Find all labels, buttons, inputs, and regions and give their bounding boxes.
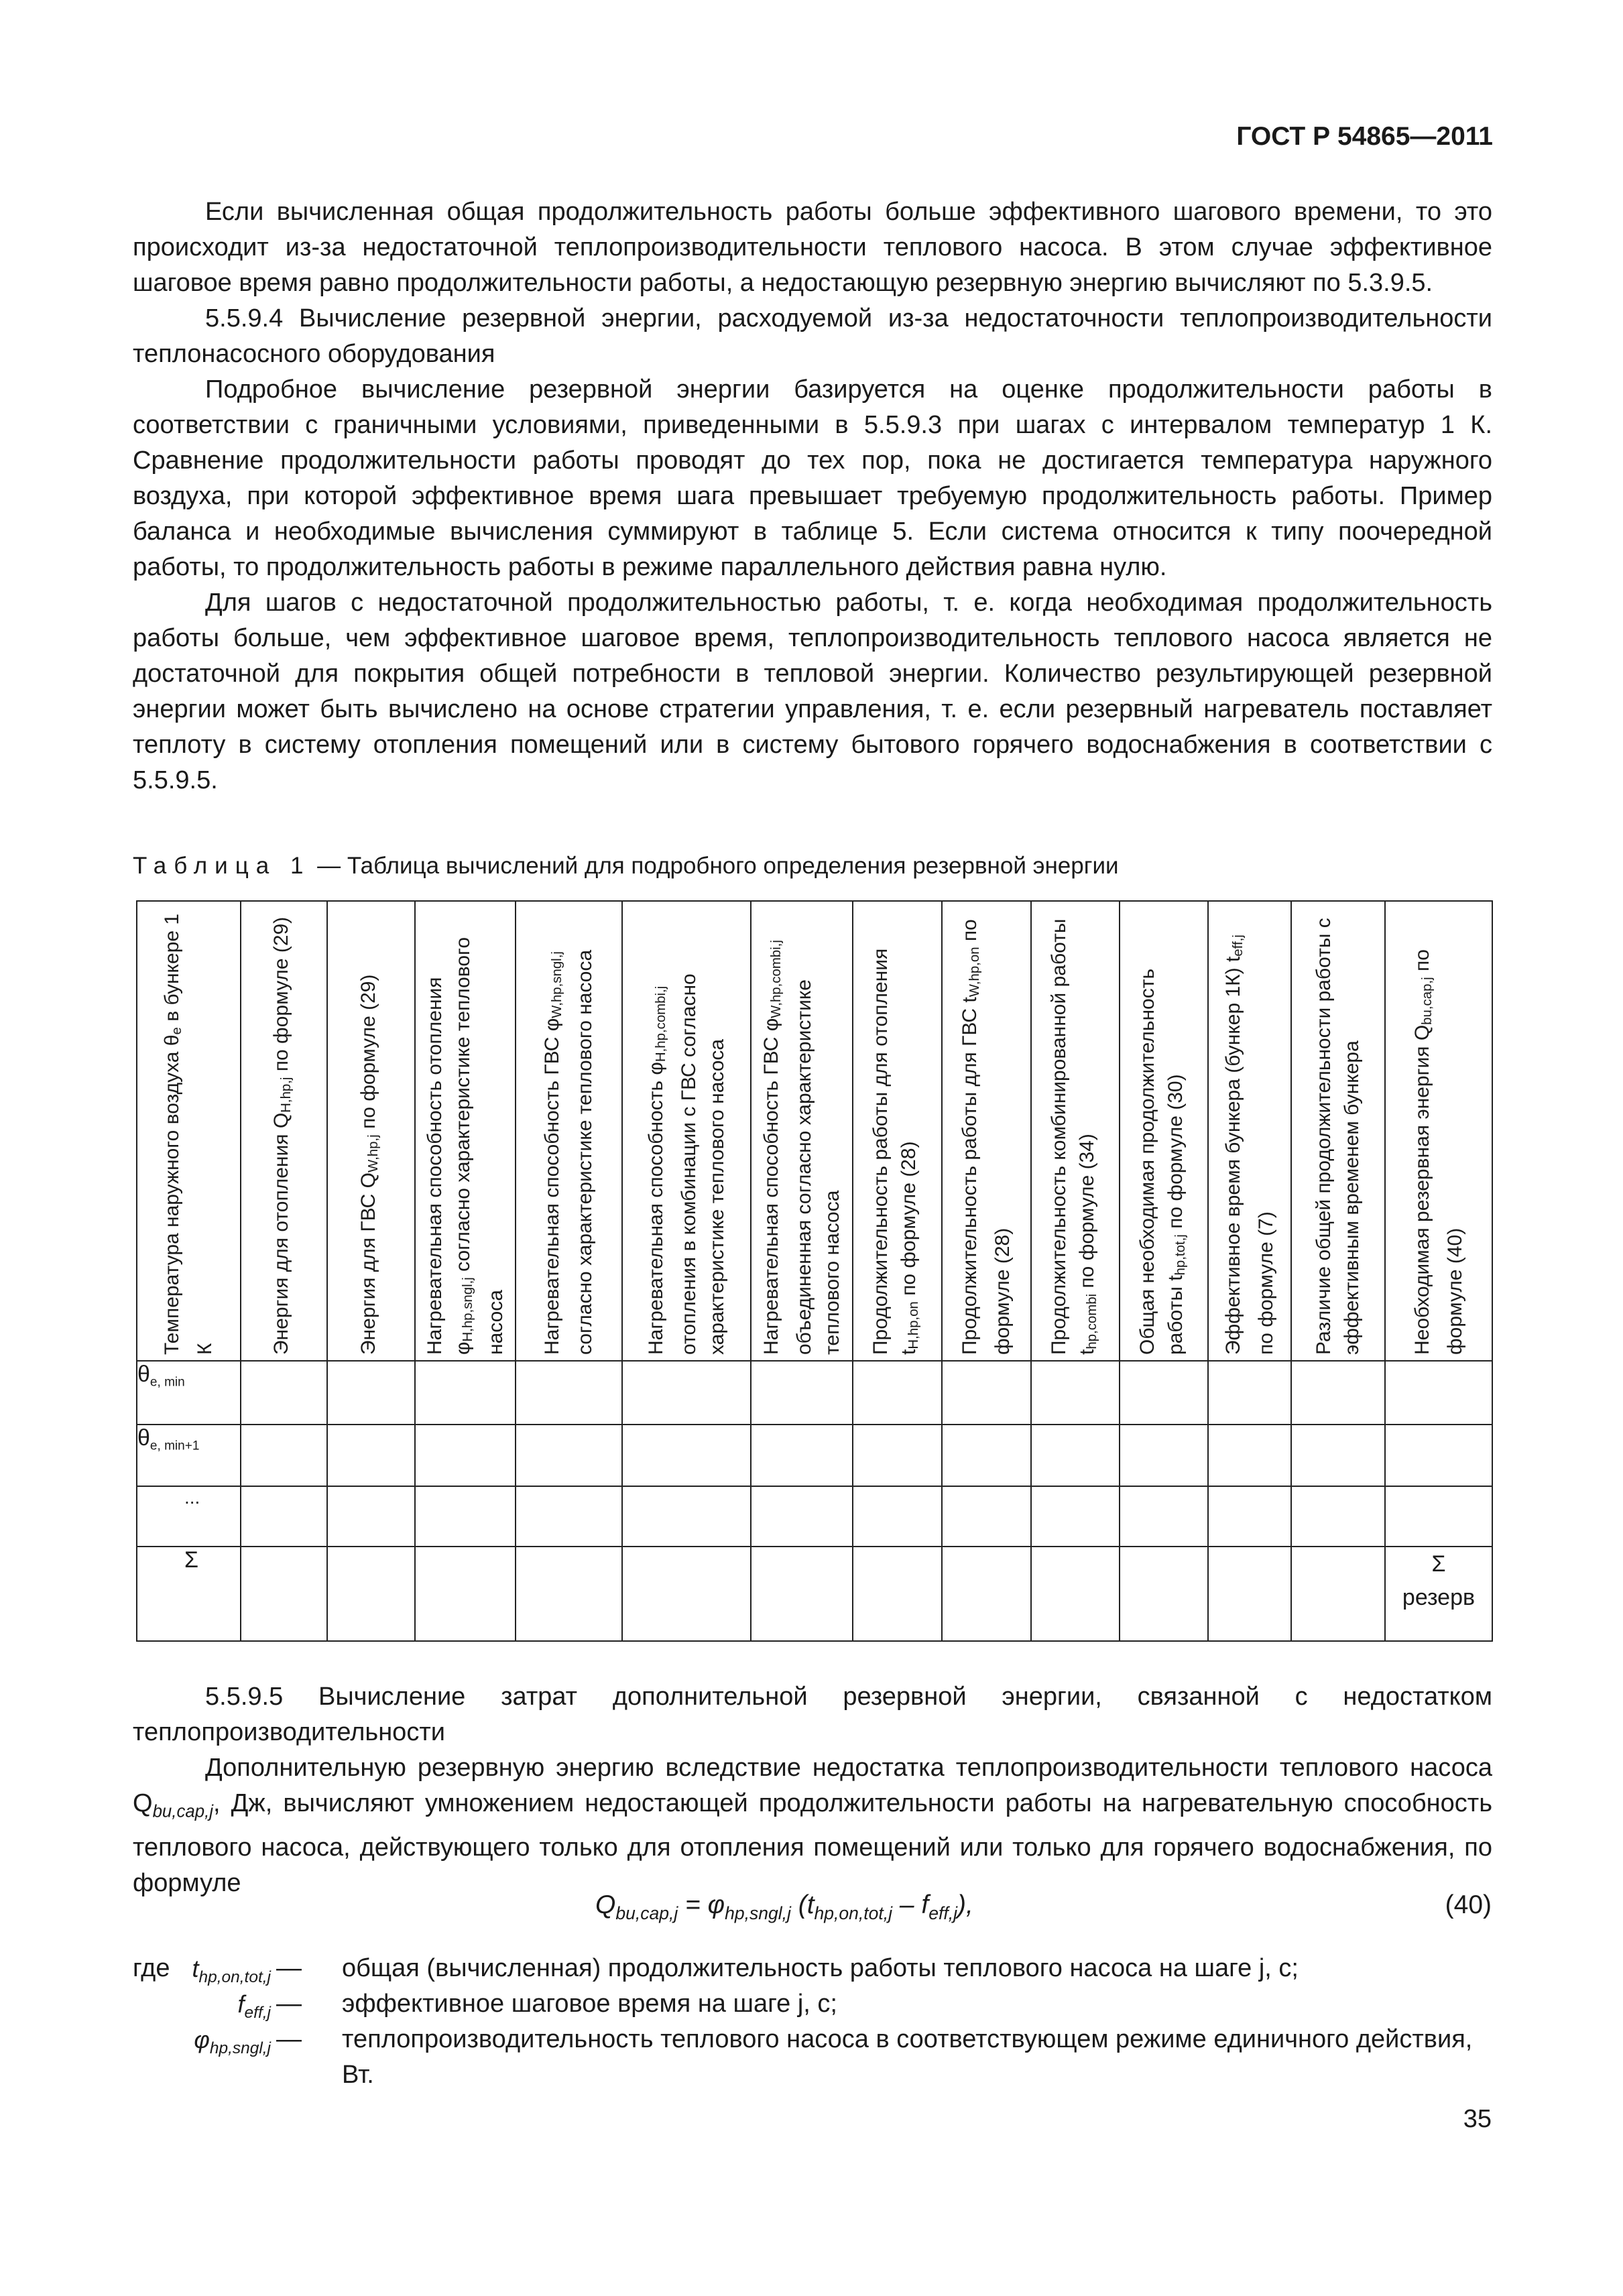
row-label: $\theta_{e, min+1}$ [137,1425,241,1486]
table-cell [241,1486,327,1547]
table-cell [516,1547,622,1641]
definition-item: где $t_{hp,on,tot,j}$ — общая (вычисленная) продолжительность работы теплового насоса на шаге j, с; [133,1954,1299,1987]
table-cell [516,1425,622,1486]
table-cell [327,1547,415,1641]
paragraph: Если вычисленная общая продолжительность работы больше эффективного шагового времени, то это происходит из-за недостаточной теплопроизводительности теплового насоса. В этом случае эффективное шаговое время равно продолжительности работы, а недостающую резервную энергию вычисляют по 5.3.9.5. [133,198,1492,297]
table-cell [853,1361,942,1425]
table-cell [751,1361,853,1425]
table-header-row [137,901,1492,1361]
paragraph: Для шагов с недостаточной продолжительностью работы, т. е. когда необходимая продолжительность работы больше, чем эффективное шаговое время, теплопроизводительность теплового насоса является не достаточной для покрытия общей потребности в тепловой энергии. Количество результирующей резервной энергии может быть вычислено на основе стратегии управления, т. е. если резервный нагреватель поставляет теплоту в систему отопления помещений или в систему бытового горячего водоснабжения в соответствии с 5.5.9.5. [133,589,1492,794]
table-cell [516,1486,622,1547]
calculation-table [136,900,1493,1642]
table-cell [853,1425,942,1486]
table-cell [751,1547,853,1641]
body-text-top [133,194,1492,798]
row-label: $\theta_{e, min}$ [137,1361,241,1425]
table-sum-row [137,1547,1492,1641]
table-cell [241,1361,327,1425]
table-cell [622,1486,751,1547]
table-caption-title: — Таблица вычислений для подробного определения резервной энергии [310,853,1119,879]
column-header: Необходимая резервная энергия $Q_{bu,cap,j}$ по формуле (40) [1385,901,1492,1361]
table-cell [327,1361,415,1425]
table-cell [622,1361,751,1425]
column-header: Различие общей продолжительности работы с эффективным временем бункера [1291,901,1385,1361]
column-header: Температура наружного воздуха $\theta_e$ в бункере 1 К [137,901,241,1361]
definition-item: $\varphi_{hp,sngl,j}$ — теплопроизводительность теплового насоса в соответствующем режиме единичного действия, Вт. [194,2025,1473,2089]
table-cell [415,1547,516,1641]
document-standard-number: ГОСТ Р 54865—2011 [1236,122,1493,151]
column-header: Нагревательная способность ГВС $\varphi_{W,hp,sngl,j}$ согласно характеристике теплового насоса [516,901,622,1361]
table-cell [1120,1425,1208,1486]
definitions-list [133,1951,1492,2093]
column-header: Нагревательная способность $\varphi_{H,hp,combi,j}$ отопления в комбинации с ГВС согласно характеристике теплового насоса [622,901,751,1361]
table-cell [1291,1361,1385,1425]
table-caption-number: Таблица 1 [133,853,311,879]
table-cell [1291,1547,1385,1641]
table-cell [1031,1486,1120,1547]
section-heading: 5.5.9.5 Вычисление затрат дополнительной резервной энергии, связанной с недостатком теплопроизводительности [133,1683,1492,1746]
column-header: Нагревательная способность отопления $\varphi_{H,hp,sngl,j}$ согласно характеристике теплового насоса [415,901,516,1361]
table-cell [1031,1361,1120,1425]
formula-number: (40) [1445,1890,1492,1919]
table-cell [415,1486,516,1547]
table-cell [853,1486,942,1547]
table-row [137,1361,1492,1425]
paragraph: Дополнительную резервную энергию вследствие недостатка теплопроизводительности теплового насоса $Q_{bu,cap,j}$, Дж, вычисляют умножением недостающей продолжительности работы на нагревательную способность теплового насоса, действующего только для отопления помещений или только для горячего водоснабжения, по формуле [133,1754,1492,1897]
table-cell [853,1547,942,1641]
table-cell [942,1547,1031,1641]
column-header: Энергия для ГВС $Q_{W,hp,j}$ по формуле (29) [327,901,415,1361]
table-cell [415,1425,516,1486]
column-header: Продолжительность комбинированной работы $t_{hp,combi}$ по формуле (34) [1031,901,1120,1361]
table-cell [622,1425,751,1486]
table-cell [942,1486,1031,1547]
table-cell [1291,1425,1385,1486]
table-cell [942,1425,1031,1486]
paragraph: Подробное вычисление резервной энергии базируется на оценке продолжительности работы в соответствии с граничными условиями, приведенными в 5.5.9.3 при шагах с интервалом температур 1 К. Сравнение продолжительности работы проводят до тех пор, пока не достигается температура наружного воздуха, при которой эффективное время шага превышает требуемую продолжительность работы. Пример баланса и необходимые вычисления суммируют в таблице 5. Если система относится к типу поочередной работы, то продолжительность работы в режиме параллельного действия равна нулю. [133,375,1492,581]
table-cell [751,1486,853,1547]
table-cell [1208,1547,1291,1641]
row-label-sum: Σ [137,1547,241,1641]
table-cell [1120,1547,1208,1641]
table-cell [1031,1425,1120,1486]
table-cell [1208,1425,1291,1486]
table-cell [327,1425,415,1486]
table-cell [241,1425,327,1486]
column-header: Нагревательная способность ГВС $\varphi_{W,hp,combi,j}$ объединенная согласно характеристике теплового насоса [751,901,853,1361]
table-cell [1208,1486,1291,1547]
definition-item: $f_{eff,j}$ — эффективное шаговое время на шаге j, с; [237,1990,837,2022]
column-header: Общая необходимая продолжительность работы $t_{hp,tot,j}$ по формуле (30) [1120,901,1208,1361]
column-header: Продолжительность работы для ГВС $t_{W,hp,on}$ по формуле (28) [942,901,1031,1361]
sum-reserve-cell: Σ резерв [1385,1547,1492,1641]
table-cell [1208,1361,1291,1425]
table-row [137,1486,1492,1547]
table-caption [133,853,1119,880]
table-row [137,1425,1492,1486]
column-header: Эффективное время бункера (бункер 1К) $t_{eff,j}$ по формуле (7) [1208,901,1291,1361]
table-cell [622,1547,751,1641]
table-cell [1385,1486,1492,1547]
column-header: Энергия для отопления $Q_{H,hp,j}$ по формуле (29) [241,901,327,1361]
table-cell [1120,1486,1208,1547]
table-cell [1031,1547,1120,1641]
table-cell [1385,1425,1492,1486]
section-heading: 5.5.9.4 Вычисление резервной энергии, расходуемой из-за недостаточности теплопроизводительности теплонасосного оборудования [133,304,1492,368]
page-number: 35 [1463,2105,1492,2133]
table-cell [327,1486,415,1547]
table-cell [415,1361,516,1425]
table-cell [1291,1486,1385,1547]
column-header: Продолжительность работы для отопления $t_{H,hp,on}$ по формуле (28) [853,901,942,1361]
table-cell [1385,1361,1492,1425]
table-cell [516,1361,622,1425]
formula-expression: $Q_{bu,cap,j} = \varphi_{hp,sngl,j}$ $(t_{hp,on,tot,j} - f_{eff,j})$, [595,1890,973,1923]
body-text-bottom [133,1679,1492,1901]
table-cell [751,1425,853,1486]
table-cell [241,1547,327,1641]
table-cell [942,1361,1031,1425]
row-label: ... [137,1486,241,1547]
table-cell [1120,1361,1208,1425]
